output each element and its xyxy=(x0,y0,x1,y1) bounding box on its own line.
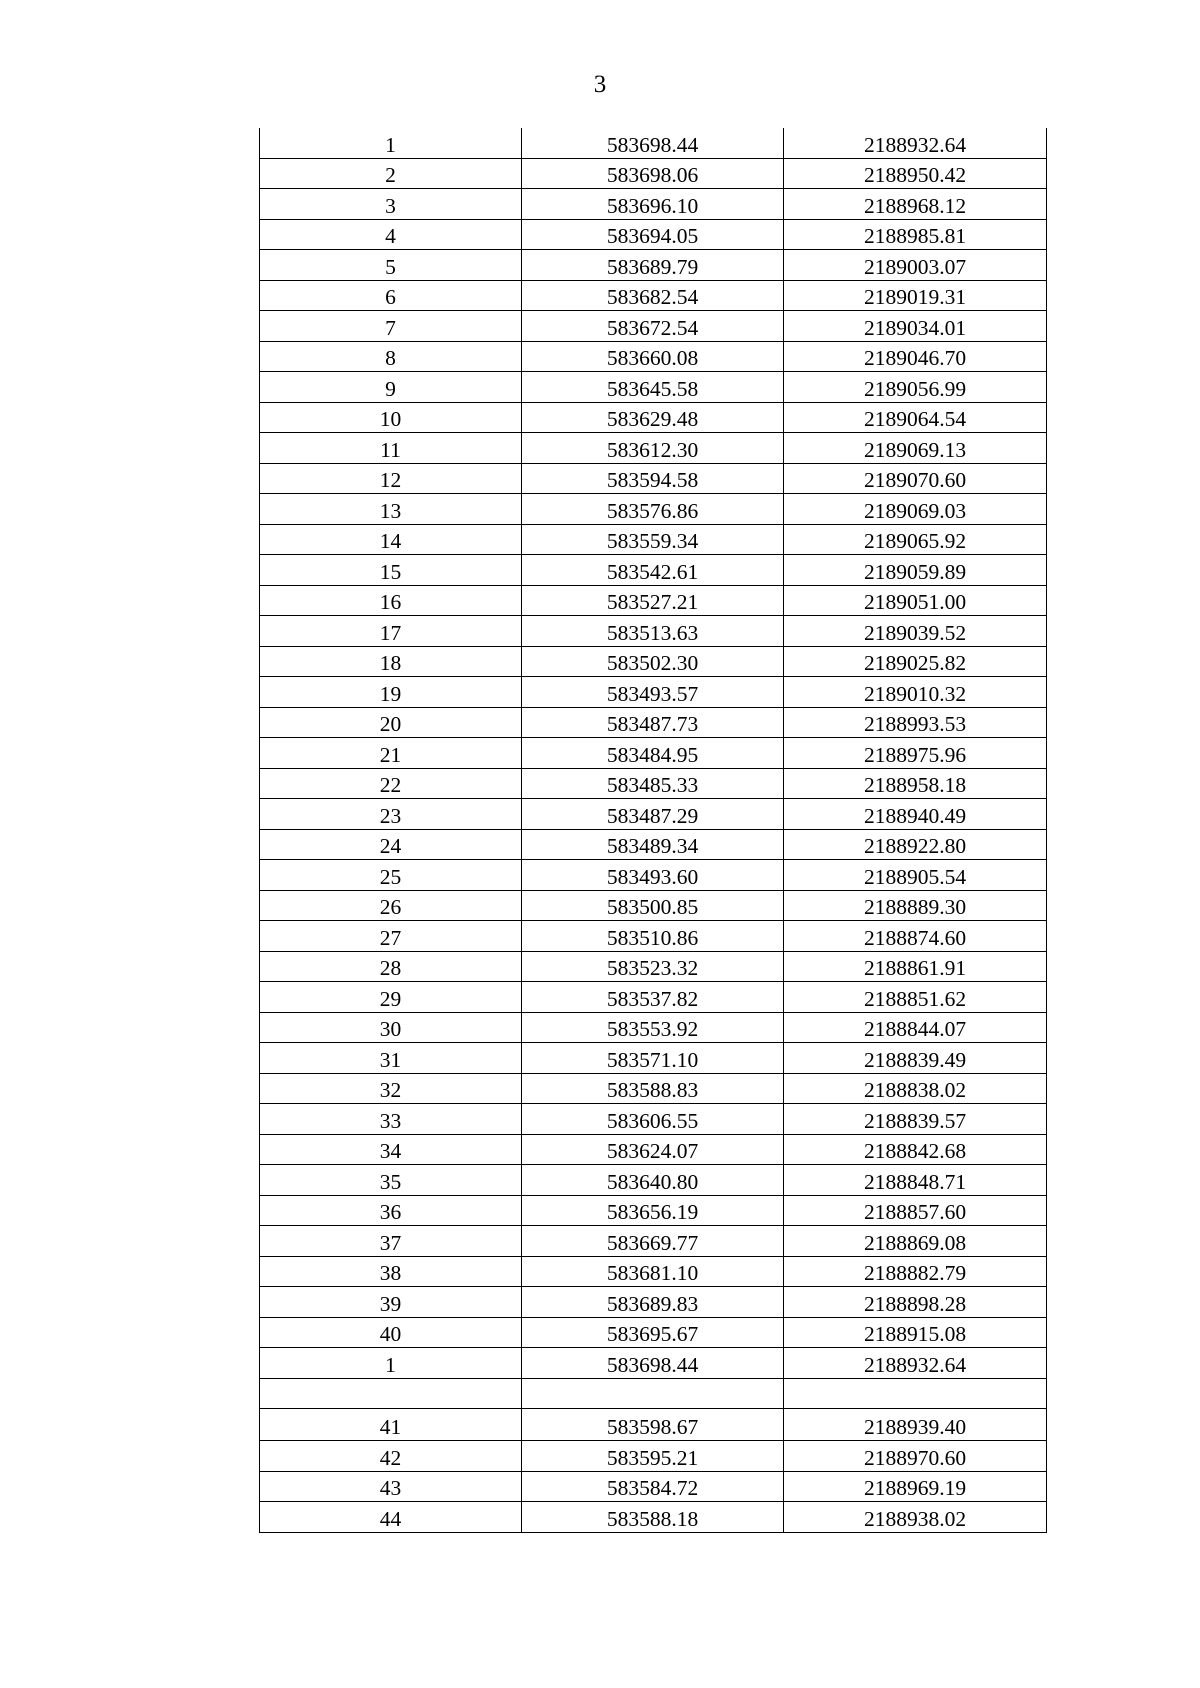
y-coordinate-cell: 2188915.08 xyxy=(784,1317,1047,1348)
y-coordinate-cell: 2188842.68 xyxy=(784,1134,1047,1165)
x-coordinate-cell: 583660.08 xyxy=(522,341,784,372)
point-number-cell: 9 xyxy=(260,372,522,403)
table-row xyxy=(260,1348,1047,1379)
point-number-cell: 2 xyxy=(260,158,522,189)
y-coordinate-cell xyxy=(784,1378,1047,1409)
point-number-cell: 7 xyxy=(260,311,522,342)
x-coordinate-cell: 583689.83 xyxy=(522,1287,784,1318)
table-row xyxy=(260,463,1047,494)
point-number-cell: 39 xyxy=(260,1287,522,1318)
table-row xyxy=(260,1043,1047,1074)
x-coordinate-cell: 583629.48 xyxy=(522,402,784,433)
table-row xyxy=(260,982,1047,1013)
table-row xyxy=(260,1195,1047,1226)
y-coordinate-cell: 2188905.54 xyxy=(784,860,1047,891)
x-coordinate-cell: 583500.85 xyxy=(522,890,784,921)
point-number-cell: 20 xyxy=(260,707,522,738)
table-row xyxy=(260,341,1047,372)
table-row xyxy=(260,1256,1047,1287)
y-coordinate-cell: 2188839.57 xyxy=(784,1104,1047,1135)
table-row xyxy=(260,1409,1047,1441)
table-row xyxy=(260,646,1047,677)
x-coordinate-cell: 583672.54 xyxy=(522,311,784,342)
coordinates-table xyxy=(259,128,1047,1533)
x-coordinate-cell: 583527.21 xyxy=(522,585,784,616)
point-number-cell: 38 xyxy=(260,1256,522,1287)
y-coordinate-cell: 2188939.40 xyxy=(784,1409,1047,1441)
table-row xyxy=(260,585,1047,616)
y-coordinate-cell: 2189025.82 xyxy=(784,646,1047,677)
x-coordinate-cell: 583588.83 xyxy=(522,1073,784,1104)
x-coordinate-cell: 583484.95 xyxy=(522,738,784,769)
point-number-cell: 13 xyxy=(260,494,522,525)
point-number-cell: 22 xyxy=(260,768,522,799)
y-coordinate-cell: 2189039.52 xyxy=(784,616,1047,647)
table-row xyxy=(260,829,1047,860)
point-number-cell: 28 xyxy=(260,951,522,982)
y-coordinate-cell: 2188932.64 xyxy=(784,128,1047,158)
table-row xyxy=(260,250,1047,281)
x-coordinate-cell: 583489.34 xyxy=(522,829,784,860)
point-number-cell: 3 xyxy=(260,189,522,220)
y-coordinate-cell: 2189046.70 xyxy=(784,341,1047,372)
point-number-cell: 1 xyxy=(260,128,522,158)
x-coordinate-cell: 583594.58 xyxy=(522,463,784,494)
table-row xyxy=(260,555,1047,586)
y-coordinate-cell: 2189051.00 xyxy=(784,585,1047,616)
x-coordinate-cell: 583689.79 xyxy=(522,250,784,281)
table-row xyxy=(260,616,1047,647)
table-row xyxy=(260,158,1047,189)
x-coordinate-cell: 583493.57 xyxy=(522,677,784,708)
point-number-cell xyxy=(260,1378,522,1409)
y-coordinate-cell: 2188975.96 xyxy=(784,738,1047,769)
y-coordinate-cell: 2188874.60 xyxy=(784,921,1047,952)
x-coordinate-cell: 583640.80 xyxy=(522,1165,784,1196)
x-coordinate-cell: 583487.73 xyxy=(522,707,784,738)
y-coordinate-cell: 2188968.12 xyxy=(784,189,1047,220)
point-number-cell: 36 xyxy=(260,1195,522,1226)
point-number-cell: 14 xyxy=(260,524,522,555)
point-number-cell: 43 xyxy=(260,1471,522,1502)
x-coordinate-cell: 583682.54 xyxy=(522,280,784,311)
point-number-cell: 44 xyxy=(260,1502,522,1533)
y-coordinate-cell: 2188869.08 xyxy=(784,1226,1047,1257)
point-number-cell: 40 xyxy=(260,1317,522,1348)
y-coordinate-cell: 2188889.30 xyxy=(784,890,1047,921)
x-coordinate-cell xyxy=(522,1378,784,1409)
x-coordinate-cell: 583695.67 xyxy=(522,1317,784,1348)
point-number-cell: 37 xyxy=(260,1226,522,1257)
y-coordinate-cell: 2189034.01 xyxy=(784,311,1047,342)
point-number-cell: 41 xyxy=(260,1409,522,1441)
table-row xyxy=(260,799,1047,830)
y-coordinate-cell: 2189056.99 xyxy=(784,372,1047,403)
point-number-cell: 10 xyxy=(260,402,522,433)
y-coordinate-cell: 2189003.07 xyxy=(784,250,1047,281)
point-number-cell: 32 xyxy=(260,1073,522,1104)
y-coordinate-cell: 2188938.02 xyxy=(784,1502,1047,1533)
point-number-cell: 17 xyxy=(260,616,522,647)
table-row xyxy=(260,1134,1047,1165)
point-number-cell: 1 xyxy=(260,1348,522,1379)
table-row xyxy=(260,372,1047,403)
y-coordinate-cell: 2188839.49 xyxy=(784,1043,1047,1074)
y-coordinate-cell: 2188922.80 xyxy=(784,829,1047,860)
x-coordinate-cell: 583487.29 xyxy=(522,799,784,830)
x-coordinate-cell: 583698.44 xyxy=(522,1348,784,1379)
x-coordinate-cell: 583571.10 xyxy=(522,1043,784,1074)
x-coordinate-cell: 583542.61 xyxy=(522,555,784,586)
y-coordinate-cell: 2188993.53 xyxy=(784,707,1047,738)
point-number-cell: 24 xyxy=(260,829,522,860)
x-coordinate-cell: 583669.77 xyxy=(522,1226,784,1257)
x-coordinate-cell: 583624.07 xyxy=(522,1134,784,1165)
x-coordinate-cell: 583588.18 xyxy=(522,1502,784,1533)
x-coordinate-cell: 583694.05 xyxy=(522,219,784,250)
point-number-cell: 26 xyxy=(260,890,522,921)
point-number-cell: 6 xyxy=(260,280,522,311)
table-row xyxy=(260,921,1047,952)
x-coordinate-cell: 583537.82 xyxy=(522,982,784,1013)
x-coordinate-cell: 583606.55 xyxy=(522,1104,784,1135)
y-coordinate-cell: 2188932.64 xyxy=(784,1348,1047,1379)
y-coordinate-cell: 2188970.60 xyxy=(784,1441,1047,1472)
table-row xyxy=(260,1441,1047,1472)
table-row xyxy=(260,1012,1047,1043)
table-row xyxy=(260,433,1047,464)
table-row xyxy=(260,890,1047,921)
table-row xyxy=(260,311,1047,342)
table-row xyxy=(260,1226,1047,1257)
table-row xyxy=(260,707,1047,738)
table-row xyxy=(260,860,1047,891)
table-row xyxy=(260,738,1047,769)
table-row xyxy=(260,1073,1047,1104)
table-row xyxy=(260,677,1047,708)
point-number-cell: 27 xyxy=(260,921,522,952)
table-row xyxy=(260,1317,1047,1348)
table-row xyxy=(260,280,1047,311)
coordinates-table-body xyxy=(260,128,1047,1532)
x-coordinate-cell: 583576.86 xyxy=(522,494,784,525)
point-number-cell: 5 xyxy=(260,250,522,281)
point-number-cell: 31 xyxy=(260,1043,522,1074)
x-coordinate-cell: 583559.34 xyxy=(522,524,784,555)
x-coordinate-cell: 583696.10 xyxy=(522,189,784,220)
point-number-cell: 23 xyxy=(260,799,522,830)
x-coordinate-cell: 583553.92 xyxy=(522,1012,784,1043)
y-coordinate-cell: 2189019.31 xyxy=(784,280,1047,311)
y-coordinate-cell: 2188985.81 xyxy=(784,219,1047,250)
x-coordinate-cell: 583595.21 xyxy=(522,1441,784,1472)
y-coordinate-cell: 2189064.54 xyxy=(784,402,1047,433)
x-coordinate-cell: 583485.33 xyxy=(522,768,784,799)
x-coordinate-cell: 583513.63 xyxy=(522,616,784,647)
x-coordinate-cell: 583510.86 xyxy=(522,921,784,952)
table-row xyxy=(260,1378,1047,1409)
point-number-cell: 25 xyxy=(260,860,522,891)
y-coordinate-cell: 2188857.60 xyxy=(784,1195,1047,1226)
table-row xyxy=(260,128,1047,158)
y-coordinate-cell: 2188844.07 xyxy=(784,1012,1047,1043)
x-coordinate-cell: 583645.58 xyxy=(522,372,784,403)
point-number-cell: 18 xyxy=(260,646,522,677)
x-coordinate-cell: 583681.10 xyxy=(522,1256,784,1287)
y-coordinate-cell: 2189069.03 xyxy=(784,494,1047,525)
point-number-cell: 30 xyxy=(260,1012,522,1043)
point-number-cell: 15 xyxy=(260,555,522,586)
y-coordinate-cell: 2188882.79 xyxy=(784,1256,1047,1287)
point-number-cell: 42 xyxy=(260,1441,522,1472)
table-row xyxy=(260,1471,1047,1502)
page-number: 3 xyxy=(593,71,607,98)
table-row xyxy=(260,1287,1047,1318)
y-coordinate-cell: 2189010.32 xyxy=(784,677,1047,708)
point-number-cell: 35 xyxy=(260,1165,522,1196)
table-row xyxy=(260,768,1047,799)
y-coordinate-cell: 2189059.89 xyxy=(784,555,1047,586)
table-row xyxy=(260,1502,1047,1533)
point-number-cell: 12 xyxy=(260,463,522,494)
y-coordinate-cell: 2188958.18 xyxy=(784,768,1047,799)
y-coordinate-cell: 2189070.60 xyxy=(784,463,1047,494)
y-coordinate-cell: 2188950.42 xyxy=(784,158,1047,189)
y-coordinate-cell: 2189069.13 xyxy=(784,433,1047,464)
point-number-cell: 29 xyxy=(260,982,522,1013)
table-row xyxy=(260,402,1047,433)
x-coordinate-cell: 583698.06 xyxy=(522,158,784,189)
table-row xyxy=(260,494,1047,525)
y-coordinate-cell: 2188848.71 xyxy=(784,1165,1047,1196)
y-coordinate-cell: 2188851.62 xyxy=(784,982,1047,1013)
table-row xyxy=(260,1165,1047,1196)
x-coordinate-cell: 583656.19 xyxy=(522,1195,784,1226)
point-number-cell: 34 xyxy=(260,1134,522,1165)
y-coordinate-cell: 2188969.19 xyxy=(784,1471,1047,1502)
table-row xyxy=(260,219,1047,250)
x-coordinate-cell: 583698.44 xyxy=(522,128,784,158)
x-coordinate-cell: 583584.72 xyxy=(522,1471,784,1502)
point-number-cell: 21 xyxy=(260,738,522,769)
y-coordinate-cell: 2188838.02 xyxy=(784,1073,1047,1104)
point-number-cell: 33 xyxy=(260,1104,522,1135)
table-row xyxy=(260,951,1047,982)
point-number-cell: 11 xyxy=(260,433,522,464)
y-coordinate-cell: 2188898.28 xyxy=(784,1287,1047,1318)
table-row xyxy=(260,524,1047,555)
x-coordinate-cell: 583493.60 xyxy=(522,860,784,891)
y-coordinate-cell: 2188861.91 xyxy=(784,951,1047,982)
point-number-cell: 4 xyxy=(260,219,522,250)
x-coordinate-cell: 583598.67 xyxy=(522,1409,784,1441)
x-coordinate-cell: 583523.32 xyxy=(522,951,784,982)
x-coordinate-cell: 583612.30 xyxy=(522,433,784,464)
table-row xyxy=(260,1104,1047,1135)
y-coordinate-cell: 2188940.49 xyxy=(784,799,1047,830)
point-number-cell: 16 xyxy=(260,585,522,616)
x-coordinate-cell: 583502.30 xyxy=(522,646,784,677)
table-row xyxy=(260,189,1047,220)
point-number-cell: 8 xyxy=(260,341,522,372)
point-number-cell: 19 xyxy=(260,677,522,708)
y-coordinate-cell: 2189065.92 xyxy=(784,524,1047,555)
